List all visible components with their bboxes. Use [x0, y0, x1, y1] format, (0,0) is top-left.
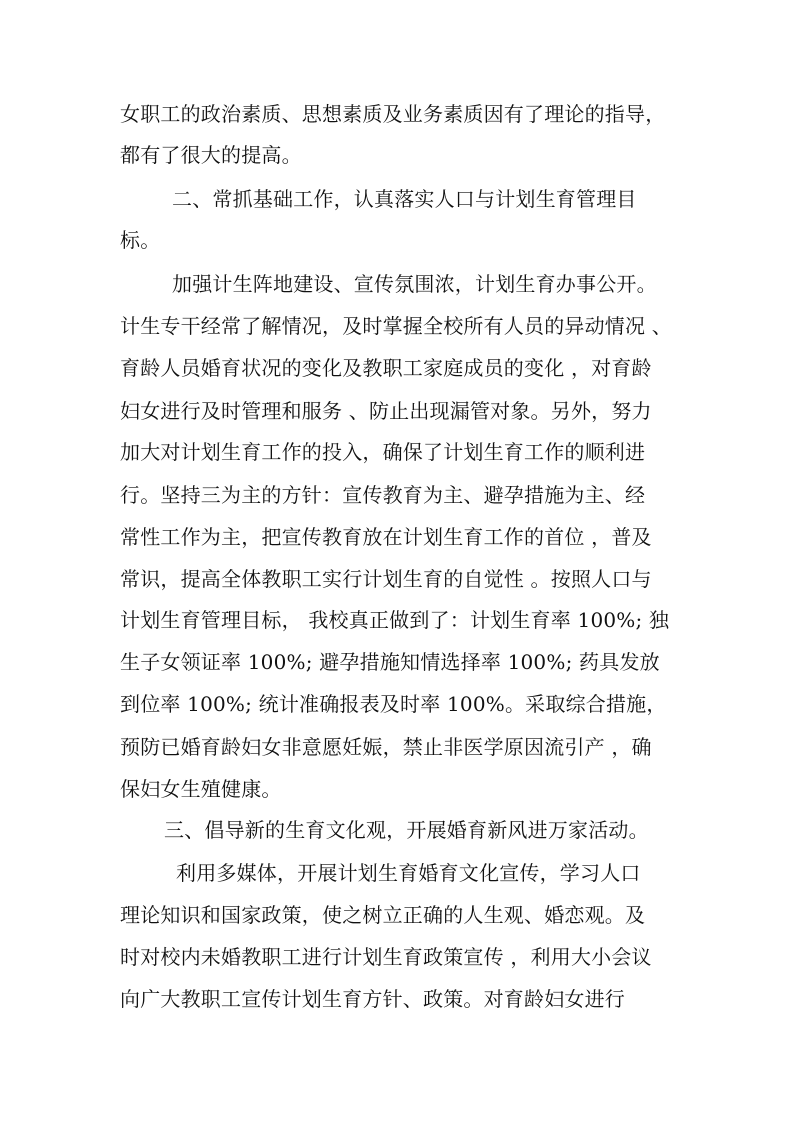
text-line: 时对校内未婚教职工进行计划生育政策宣传 ，利用大小会议: [120, 945, 652, 969]
text-line: 理论知识和国家政策，使之树立正确的人生观、婚恋观。及: [120, 903, 646, 927]
text-line: 育龄人员婚育状况的变化及教职工家庭成员的变化 ，对育龄: [120, 356, 652, 380]
text-line: 加大对计划生育工作的投入，确保了计划生育工作的顺利进: [120, 440, 646, 464]
paragraph-start: 加强计生阵地建设、宣传氛围浓，计划生育办事公开。: [172, 272, 657, 296]
section-heading-continued: 标。: [120, 228, 161, 252]
text-line: 生子女领证率 100%; 避孕措施知情选择率 100%; 药具发放: [120, 650, 660, 674]
text-line: 保妇女生殖健康。: [120, 777, 282, 801]
text-line: 常性工作为主，把宣传教育放在计划生育工作的首位 ，普及: [120, 525, 652, 549]
paragraph-start: 利用多媒体，开展计划生育婚育文化宣传，学习人口: [176, 861, 641, 885]
text-line: 女职工的政治素质、思想素质及业务素质因有了理论的指导，: [120, 102, 666, 126]
text-line: 计划生育管理目标， 我校真正做到了：计划生育率 100%; 独: [120, 608, 670, 632]
text-line: 计生专干经常了解情况，及时掌握全校所有人员的异动情况 、: [120, 314, 672, 338]
section-heading: 二、常抓基础工作，认真落实人口与计划生育管理目: [172, 187, 637, 211]
text-line: 预防已婚育龄妇女非意愿妊娠，禁止非医学原因流引产 ，确: [120, 735, 652, 759]
text-line: 常识，提高全体教职工实行计划生育的自觉性 。按照人口与: [120, 567, 652, 591]
text-line: 行。坚持三为主的方针：宣传教育为主、避孕措施为主、经: [120, 483, 646, 507]
text-line: 到位率 100%; 统计准确报表及时率 100%。采取综合措施，: [120, 692, 667, 716]
text-line: 向广大教职工宣传计划生育方针、政策。对育龄妇女进行: [120, 987, 625, 1011]
section-heading: 三、倡导新的生育文化观，开展婚育新风进万家活动。: [164, 818, 649, 842]
text-line: 妇女进行及时管理和服务 、防止出现漏管对象。另外，努力: [120, 399, 652, 423]
text-line: 都有了很大的提高。: [120, 143, 302, 167]
